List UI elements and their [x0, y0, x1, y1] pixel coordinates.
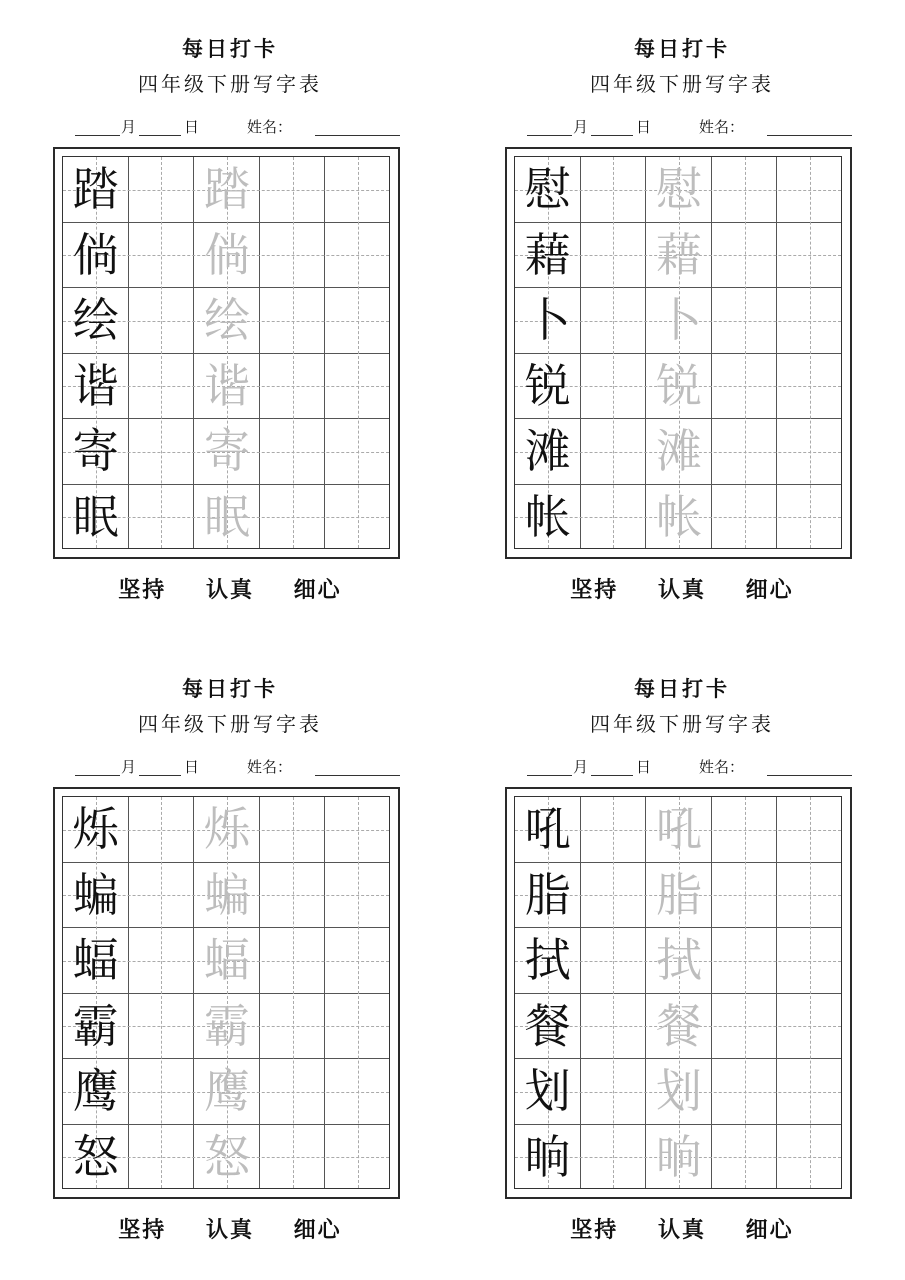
practice-cell[interactable] — [777, 419, 843, 485]
practice-cell[interactable] — [777, 863, 843, 929]
trace-character: 划 — [655, 1064, 702, 1118]
practice-sheet-top-left — [50, 0, 410, 620]
practice-cell[interactable] — [260, 1059, 326, 1125]
practice-cell[interactable] — [325, 354, 391, 420]
model-character: 绘 — [72, 293, 119, 347]
practice-cell[interactable] — [777, 485, 843, 551]
motto-persist: 坚持 — [118, 1217, 167, 1243]
writing-frame — [505, 787, 852, 1199]
trace-character: 踏 — [203, 162, 250, 216]
practice-cell[interactable] — [260, 797, 326, 863]
practice-cell[interactable] — [712, 863, 778, 929]
motto-careful: 认真 — [657, 577, 706, 603]
practice-cell[interactable] — [777, 223, 843, 289]
practice-cell[interactable] — [325, 223, 391, 289]
date-name-line — [75, 116, 400, 138]
practice-cell[interactable] — [712, 157, 778, 223]
practice-cell[interactable] — [325, 797, 391, 863]
sheet-title: 每日打卡 — [634, 36, 730, 61]
trace-character: 寄 — [203, 424, 250, 478]
practice-cell[interactable] — [712, 419, 778, 485]
motto-attentive: 细心 — [293, 577, 342, 603]
sheet-title: 每日打卡 — [182, 676, 278, 701]
practice-cell[interactable] — [581, 797, 647, 863]
sheet-subtitle: 四年级下册写字表 — [138, 72, 322, 96]
practice-cell[interactable] — [325, 928, 391, 994]
trace-character: 怒 — [203, 1129, 250, 1184]
month-label: 月 — [573, 758, 589, 776]
practice-cell[interactable] — [129, 354, 195, 420]
practice-cell[interactable] — [325, 419, 391, 485]
month-label: 月 — [121, 758, 137, 776]
trace-character: 蝠 — [203, 933, 250, 987]
practice-cell[interactable] — [260, 863, 326, 929]
practice-cell[interactable] — [260, 419, 326, 485]
practice-cell[interactable] — [260, 928, 326, 994]
model-character: 倘 — [72, 227, 119, 282]
practice-cell[interactable] — [325, 157, 391, 223]
motto-persist: 坚持 — [570, 577, 619, 603]
writing-frame — [53, 147, 400, 559]
date-name-line — [527, 116, 852, 138]
practice-cell[interactable] — [581, 288, 647, 354]
date-name-line — [527, 756, 852, 778]
month-label: 月 — [573, 118, 589, 136]
practice-cell[interactable] — [581, 1059, 647, 1125]
day-blank[interactable] — [139, 135, 181, 136]
trace-character: 滩 — [655, 424, 702, 478]
trace-character: 眠 — [203, 489, 250, 544]
writing-grid — [514, 156, 842, 549]
model-character: 寄 — [72, 424, 119, 478]
trace-character: 谐 — [203, 358, 250, 413]
model-character: 慰 — [524, 162, 571, 216]
model-character: 晌 — [524, 1129, 571, 1184]
practice-cell[interactable] — [129, 863, 195, 929]
motto-attentive: 细心 — [745, 577, 794, 603]
practice-cell[interactable] — [129, 1059, 195, 1125]
model-character: 眠 — [72, 489, 119, 544]
day-label: 日 — [636, 118, 652, 136]
trace-character: 锐 — [655, 358, 702, 413]
model-character: 滩 — [524, 424, 571, 478]
name-blank[interactable] — [767, 775, 852, 776]
practice-cell[interactable] — [777, 928, 843, 994]
model-character: 踏 — [72, 162, 119, 216]
practice-cell[interactable] — [325, 863, 391, 929]
practice-cell[interactable] — [581, 157, 647, 223]
practice-cell[interactable] — [712, 1059, 778, 1125]
practice-cell[interactable] — [129, 419, 195, 485]
date-name-line — [75, 756, 400, 778]
motto-careful: 认真 — [205, 1217, 254, 1243]
practice-cell[interactable] — [777, 994, 843, 1060]
day-label: 日 — [184, 118, 200, 136]
model-character: 锐 — [524, 358, 571, 413]
trace-character: 慰 — [655, 162, 702, 216]
practice-cell[interactable] — [129, 485, 195, 551]
model-character: 脂 — [524, 867, 571, 922]
writing-frame — [505, 147, 852, 559]
practice-cell[interactable] — [581, 863, 647, 929]
practice-cell[interactable] — [712, 797, 778, 863]
practice-cell[interactable] — [260, 1125, 326, 1191]
name-label: 姓名： — [699, 118, 745, 136]
practice-cell[interactable] — [325, 994, 391, 1060]
model-character: 餐 — [524, 998, 571, 1053]
model-character: 卜 — [524, 293, 571, 347]
trace-character: 拭 — [655, 933, 702, 987]
day-blank[interactable] — [591, 775, 633, 776]
practice-cell[interactable] — [581, 928, 647, 994]
sheet-title: 每日打卡 — [182, 36, 278, 61]
practice-cell[interactable] — [712, 1125, 778, 1191]
writing-grid — [514, 796, 842, 1189]
practice-cell[interactable] — [129, 157, 195, 223]
practice-cell[interactable] — [260, 994, 326, 1060]
trace-character: 吼 — [655, 802, 702, 856]
day-label: 日 — [184, 758, 200, 776]
practice-cell[interactable] — [712, 928, 778, 994]
trace-character: 绘 — [203, 293, 250, 347]
practice-cell[interactable] — [777, 1125, 843, 1191]
practice-cell[interactable] — [777, 354, 843, 420]
motto-attentive: 细心 — [293, 1217, 342, 1243]
practice-cell[interactable] — [325, 1125, 391, 1191]
motto-careful: 认真 — [657, 1217, 706, 1243]
practice-cell[interactable] — [712, 354, 778, 420]
model-character: 蝠 — [72, 933, 119, 987]
model-character: 藉 — [524, 227, 571, 282]
practice-cell[interactable] — [777, 288, 843, 354]
practice-cell[interactable] — [260, 223, 326, 289]
practice-sheet-top-right — [502, 0, 862, 620]
practice-cell[interactable] — [129, 994, 195, 1060]
trace-character: 倘 — [203, 227, 250, 282]
writing-frame — [53, 787, 400, 1199]
practice-cell[interactable] — [777, 157, 843, 223]
month-label: 月 — [121, 118, 137, 136]
model-character: 谐 — [72, 358, 119, 413]
trace-character: 卜 — [655, 293, 702, 347]
motto-careful: 认真 — [205, 577, 254, 603]
name-label: 姓名： — [699, 758, 745, 776]
practice-sheet-bottom-right — [502, 640, 862, 1260]
model-character: 划 — [524, 1064, 571, 1118]
trace-character: 烁 — [203, 802, 250, 856]
practice-cell[interactable] — [129, 1125, 195, 1191]
name-blank[interactable] — [767, 135, 852, 136]
name-label: 姓名： — [247, 118, 293, 136]
writing-grid — [62, 796, 390, 1189]
practice-cell[interactable] — [325, 1059, 391, 1125]
practice-cell[interactable] — [712, 223, 778, 289]
practice-cell[interactable] — [581, 994, 647, 1060]
motto — [50, 1216, 410, 1244]
practice-cell[interactable] — [712, 485, 778, 551]
name-blank[interactable] — [315, 135, 400, 136]
practice-cell[interactable] — [581, 485, 647, 551]
model-character: 霸 — [72, 998, 119, 1053]
trace-character: 鹰 — [203, 1064, 250, 1118]
model-character: 怒 — [72, 1129, 119, 1184]
name-blank[interactable] — [315, 775, 400, 776]
trace-character: 脂 — [655, 867, 702, 922]
model-character: 吼 — [524, 802, 571, 856]
practice-cell[interactable] — [712, 994, 778, 1060]
day-blank[interactable] — [591, 135, 633, 136]
practice-cell[interactable] — [129, 797, 195, 863]
model-character: 帐 — [524, 489, 571, 544]
practice-cell[interactable] — [260, 485, 326, 551]
sheet-title: 每日打卡 — [634, 676, 730, 701]
model-character: 鹰 — [72, 1064, 119, 1118]
practice-cell[interactable] — [325, 288, 391, 354]
practice-cell[interactable] — [129, 223, 195, 289]
motto — [502, 576, 862, 604]
practice-cell[interactable] — [777, 797, 843, 863]
model-character: 拭 — [524, 933, 571, 987]
day-label: 日 — [636, 758, 652, 776]
motto-attentive: 细心 — [745, 1217, 794, 1243]
practice-cell[interactable] — [260, 157, 326, 223]
month-blank[interactable] — [75, 775, 120, 776]
sheet-subtitle: 四年级下册写字表 — [590, 72, 774, 96]
practice-cell[interactable] — [260, 288, 326, 354]
trace-character: 帐 — [655, 489, 702, 544]
writing-grid — [62, 156, 390, 549]
practice-cell[interactable] — [581, 1125, 647, 1191]
trace-character: 霸 — [203, 998, 250, 1053]
practice-cell[interactable] — [260, 354, 326, 420]
model-character: 烁 — [72, 802, 119, 856]
practice-cell[interactable] — [581, 419, 647, 485]
sheet-subtitle: 四年级下册写字表 — [138, 712, 322, 736]
practice-cell[interactable] — [777, 1059, 843, 1125]
month-blank[interactable] — [527, 135, 572, 136]
motto-persist: 坚持 — [570, 1217, 619, 1243]
trace-character: 餐 — [655, 998, 702, 1053]
name-label: 姓名： — [247, 758, 293, 776]
practice-sheet-bottom-left — [50, 640, 410, 1260]
motto — [50, 576, 410, 604]
motto-persist: 坚持 — [118, 577, 167, 603]
motto — [502, 1216, 862, 1244]
practice-cell[interactable] — [129, 928, 195, 994]
month-blank[interactable] — [75, 135, 120, 136]
month-blank[interactable] — [527, 775, 572, 776]
day-blank[interactable] — [139, 775, 181, 776]
practice-cell[interactable] — [712, 288, 778, 354]
practice-cell[interactable] — [581, 223, 647, 289]
model-character: 蝙 — [72, 867, 119, 922]
trace-character: 藉 — [655, 227, 702, 282]
sheet-subtitle: 四年级下册写字表 — [590, 712, 774, 736]
practice-cell[interactable] — [325, 485, 391, 551]
trace-character: 晌 — [655, 1129, 702, 1184]
trace-character: 蝙 — [203, 867, 250, 922]
practice-cell[interactable] — [129, 288, 195, 354]
practice-cell[interactable] — [581, 354, 647, 420]
